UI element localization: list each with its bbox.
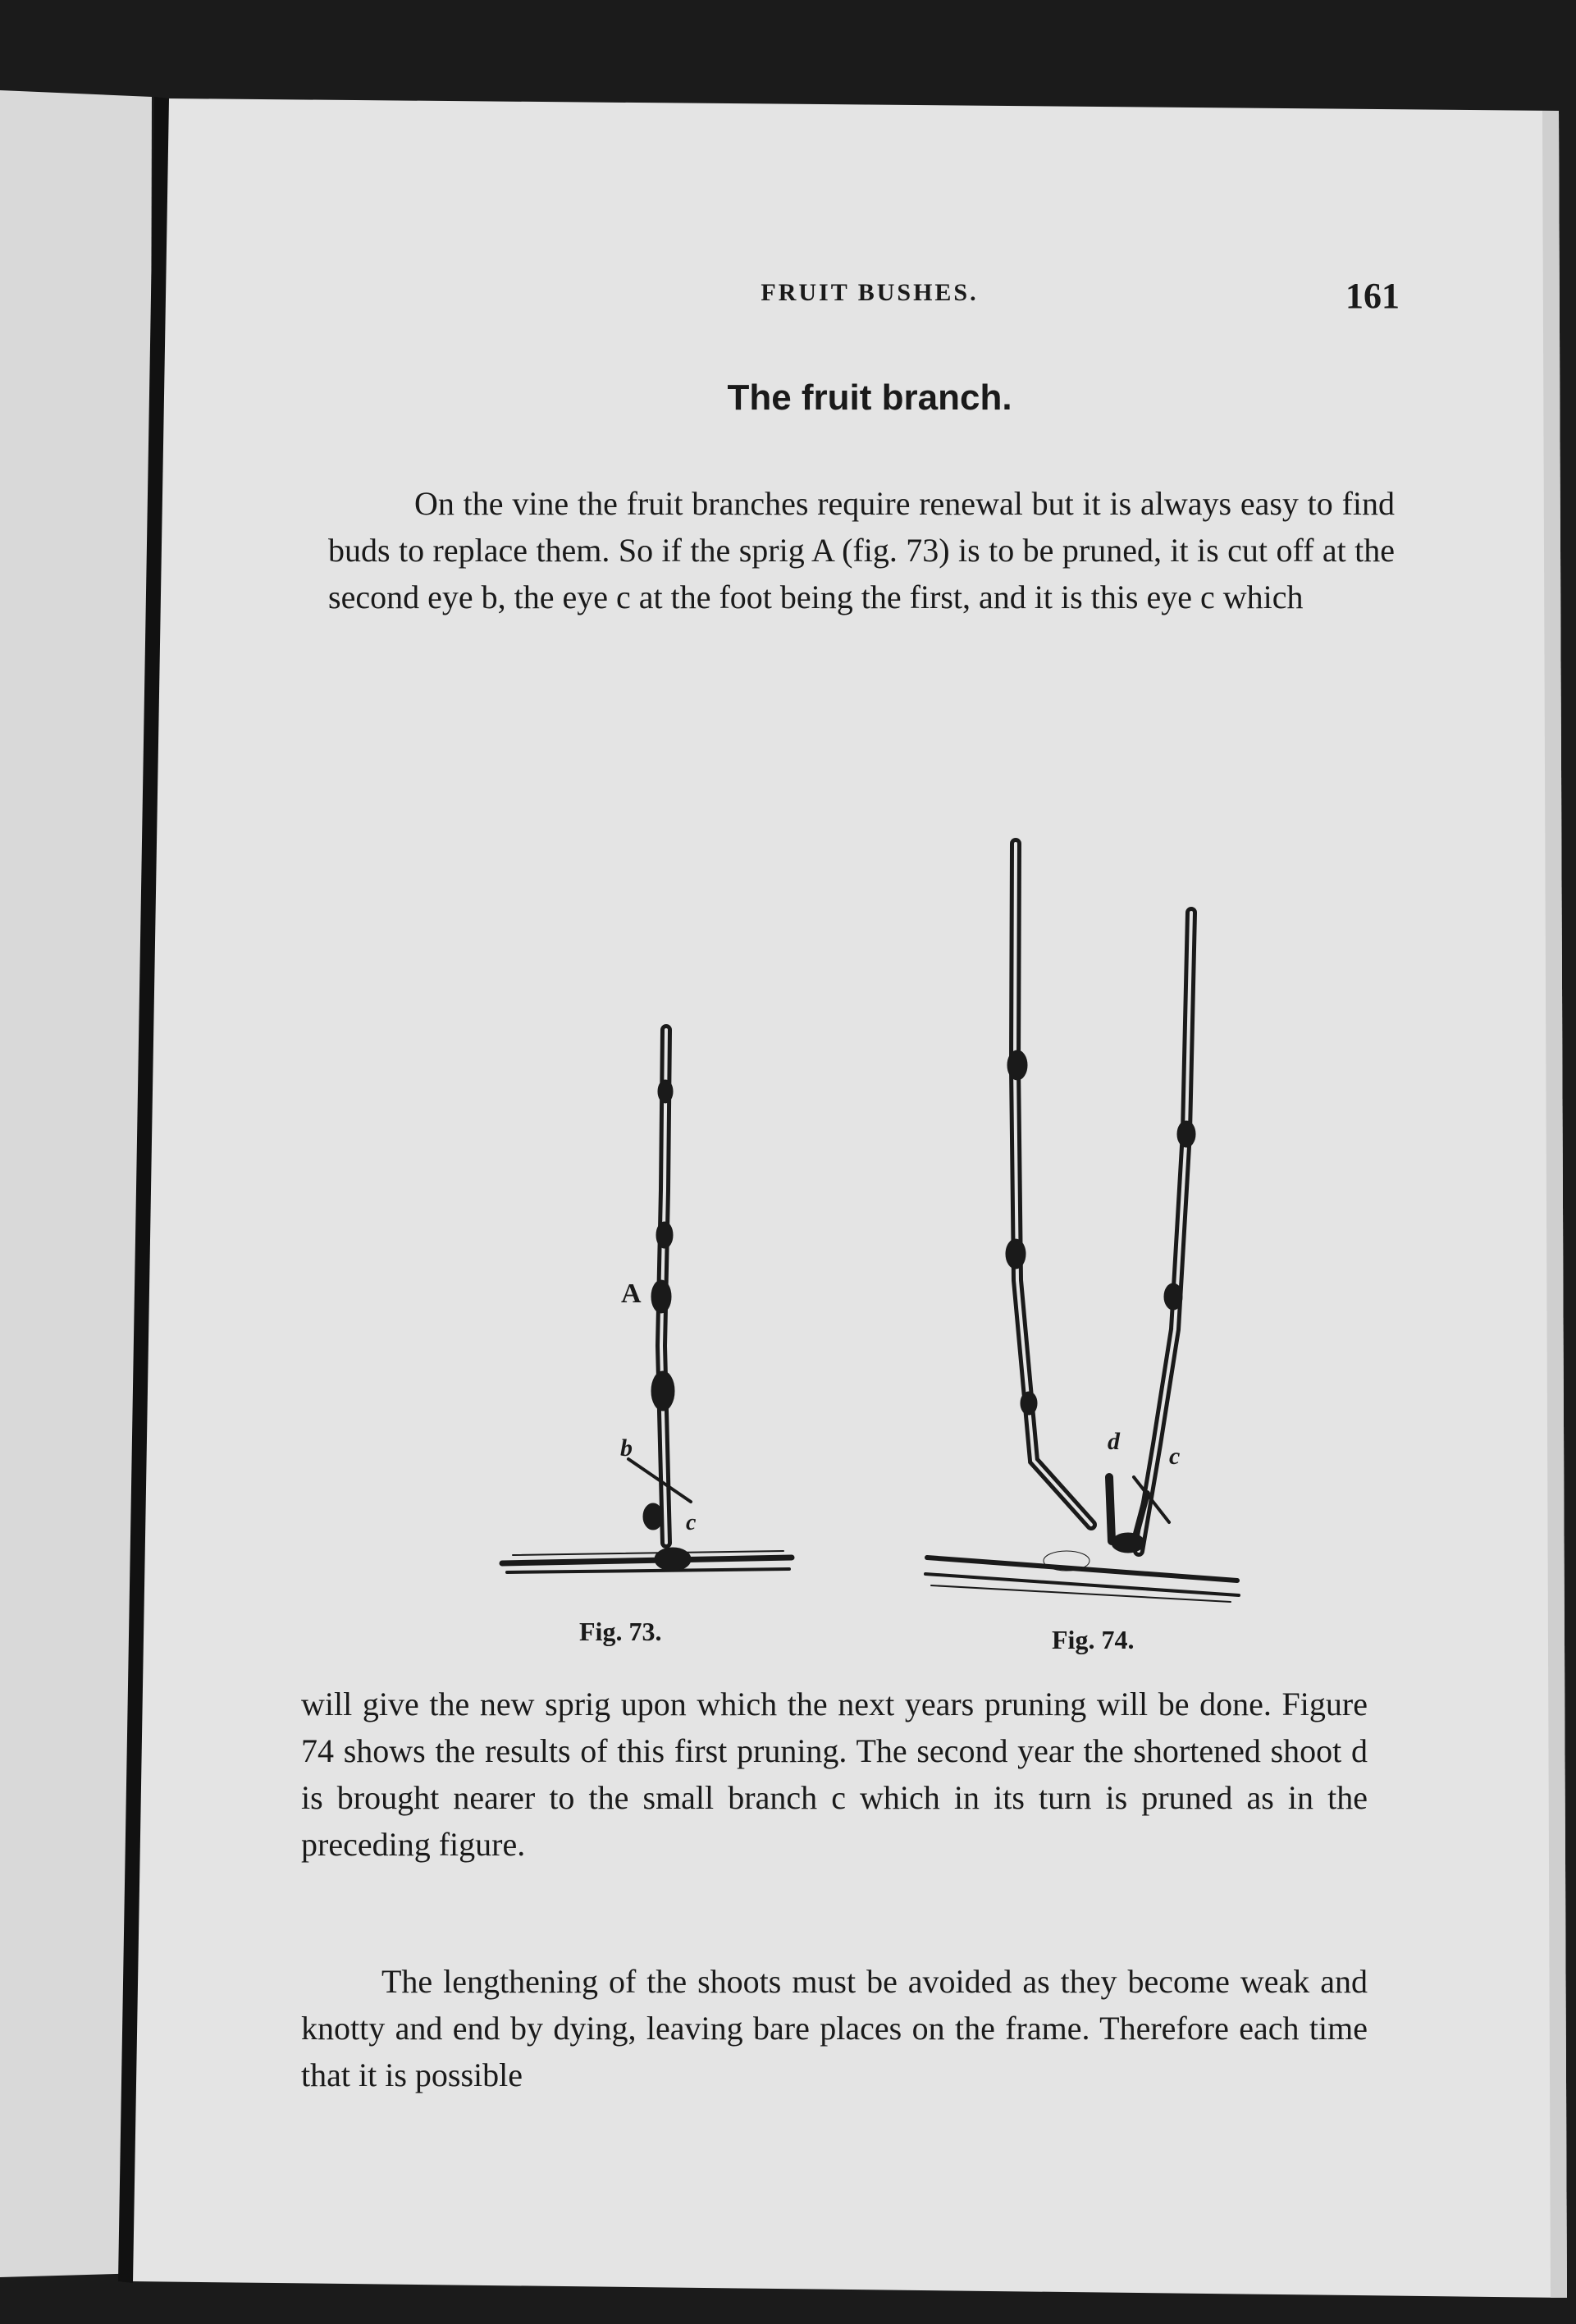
figure-74-label-c: c <box>1169 1443 1181 1470</box>
figure-74-caption: Fig. 74. <box>1052 1625 1135 1654</box>
figure-74-label-d: d <box>1108 1428 1120 1455</box>
page-number: 161 <box>1345 276 1400 316</box>
paragraph-3: The lengthening of the shoots must be avoided as they become weak and knotty and end by dying, leaving bare places on the frame. Therefore each time that it is possible <box>301 1963 1368 2093</box>
paragraph-2: will give the new sprig upon which the next years pruning will be done. Figure 74 shows the results of this first pruning. The second year the shortened shoot d is brought nearer to the small branch c which in its turn is pruned as in the preceding figure. <box>301 1686 1368 1863</box>
figure-73-label-b: b <box>620 1434 633 1462</box>
figure-73-caption: Fig. 73. <box>579 1617 662 1646</box>
paragraph-1: On the vine the fruit branches require renewal but it is always easy to find buds to replace them. So if the sprig A (fig. 73) is to be pruned, it is cut off at the second eye b, the eye c at the foot being the first, and it is this eye c which <box>328 485 1395 615</box>
running-head: FRUIT BUSHES. <box>761 279 979 306</box>
figure-73-label-A: A <box>621 1279 642 1309</box>
figure-73-label-c: c <box>686 1510 697 1535</box>
section-heading: The fruit branch. <box>727 377 1012 418</box>
